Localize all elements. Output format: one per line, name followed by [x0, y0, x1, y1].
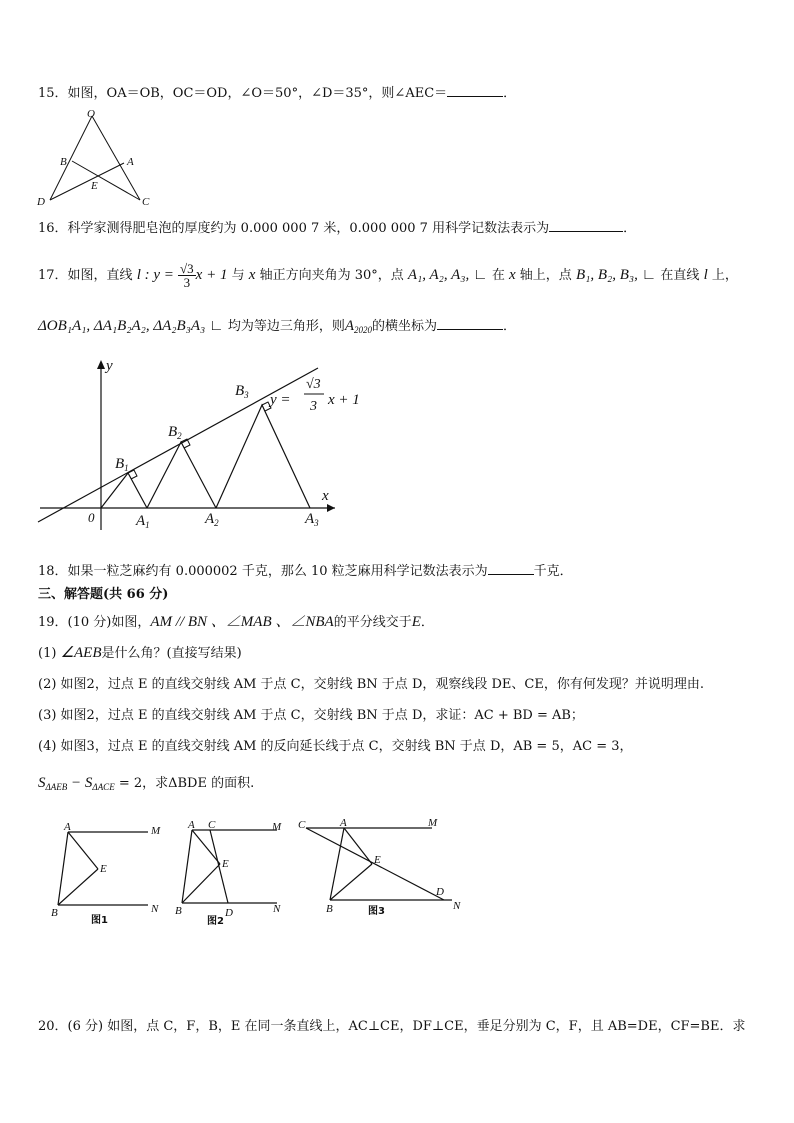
q15-label-O: O	[87, 108, 95, 120]
q17-frac-den: 3	[183, 275, 191, 290]
q17-text-c: 在	[491, 268, 505, 283]
fig3-label-N: N	[453, 900, 461, 912]
q15-label-A: A	[127, 156, 134, 168]
q17-line2-end: 的横坐标为	[372, 319, 438, 334]
q16-text	[38, 219, 636, 238]
fig2-label-N: N	[273, 903, 281, 915]
fig3-label-M: M	[428, 817, 438, 829]
q17-text-d: 轴上，点	[519, 268, 572, 283]
fig1-label-A: A	[64, 821, 71, 833]
q17-A2020-sub: 2020	[354, 325, 373, 335]
q17-graph-eq-num: √3	[306, 377, 321, 392]
q19-part2: (2) 如图2，过点 E 的直线交射线 AM 于点 C，交射线 BN 于点 D，观察线段 DE、CE，你有何发现？并说明理由.	[38, 677, 704, 692]
q19-figure-1	[48, 820, 178, 930]
q17-line2	[38, 317, 516, 339]
q19-p1-num: (1)	[38, 646, 57, 661]
fig2-label-E: E	[222, 858, 229, 870]
q19-intro-a: 19．(10 分)如图，	[38, 615, 151, 630]
q17-stem: 17．如图，直线	[38, 268, 133, 283]
q17-frac-num: √3	[180, 261, 194, 276]
q17-text-e: 在直线	[660, 268, 700, 283]
q17-B2-label: $B_2$	[168, 424, 182, 441]
q15-label-E: E	[91, 180, 98, 192]
fig3-caption: 图3	[368, 906, 385, 917]
q17-y-axis-label: y	[106, 358, 113, 374]
q17-text-f: 上，	[711, 268, 738, 283]
q19-p4-S1: S	[38, 775, 46, 791]
q19-part4: (4) 如图3，过点 E 的直线交射线 AM 的反向延长线于点 C，交射线 BN 于点 D，AB = 5，AC = 3，	[38, 739, 633, 754]
q17-origin-label: 0	[88, 510, 95, 525]
q17-eq-rhs: x + 1	[195, 267, 228, 283]
q17-triangles: ΔOB₁A₁, ΔA₁B₂A₂, ΔA₂B₃A₃ ∟	[38, 318, 224, 334]
q17-A3-label: $A_3$	[305, 511, 319, 528]
q17-graph-eq-rhs: x + 1	[328, 392, 360, 408]
fig1-label-B: B	[51, 907, 58, 919]
q17-A2-label: $A_2$	[205, 511, 219, 528]
q19-intro-math: AM // BN 、∠MAB 、∠NBA	[150, 614, 334, 630]
q17-answer-blank	[437, 317, 503, 330]
q19-intro-E: E	[411, 614, 421, 630]
q19-intro	[38, 613, 434, 632]
q17-eq-lhs: l : y =	[136, 267, 174, 283]
q17-points-A: A₁, A₂, A₃, ∟	[407, 267, 488, 283]
q18-text	[38, 562, 573, 581]
q15-label-B: B	[60, 156, 67, 168]
q16-answer-blank	[549, 219, 623, 232]
q17-text-a: 与	[231, 268, 245, 283]
q19-part1	[38, 644, 242, 663]
q17-fraction	[178, 262, 196, 289]
q17-B1-label: $B_1$	[115, 456, 129, 473]
fig1-label-E: E	[100, 863, 107, 875]
q15-label-C: C	[142, 196, 150, 208]
q15-answer-blank	[447, 84, 503, 97]
q15-label-D: D	[37, 196, 45, 208]
q19-intro-end: ．	[420, 615, 434, 630]
q17-line2-text: 均为等边三角形，则	[227, 319, 345, 334]
q19-p4-sub2: ΔACE	[92, 782, 115, 792]
fig2-caption: 图2	[207, 916, 224, 927]
section-3-heading: 三、解答题(共 66 分)	[38, 587, 169, 602]
fig2-label-A: A	[188, 819, 195, 831]
q19-figure-2	[172, 818, 297, 930]
fig3-label-C: C	[298, 819, 306, 831]
q17-x-axis-label: x	[322, 488, 329, 504]
fig2-label-M: M	[272, 821, 282, 833]
q19-p4-end: = 2，求ΔBDE 的面积.	[114, 776, 255, 791]
q17-A1-label: $A_1$	[136, 513, 150, 530]
fig1-caption: 图1	[91, 915, 108, 926]
q17-x-var-2: x	[508, 267, 516, 283]
q19-p4-sub1: ΔAEB	[45, 782, 68, 792]
q15-figure	[30, 105, 160, 210]
fig3-label-D: D	[436, 886, 444, 898]
fig2-label-D: D	[225, 907, 233, 919]
q18-unit: 千克．	[533, 564, 573, 579]
q17-A2020: A	[344, 318, 355, 334]
fig3-label-E: E	[374, 854, 381, 866]
q17-period: ．	[503, 319, 517, 334]
q19-figure-3	[294, 816, 474, 926]
q19-p1-math: ∠AEB	[60, 645, 102, 661]
q16-period: ．	[623, 221, 637, 236]
q18-answer-blank	[488, 562, 534, 575]
q17-graph-eq-den: 3	[310, 399, 317, 414]
q17-B3-label: $B_3$	[235, 383, 249, 400]
fig1-label-N: N	[151, 903, 159, 915]
q17-points-B: B₁, B₂, B₃, ∟	[575, 267, 657, 283]
q19-intro-b: 的平分线交于	[333, 615, 412, 630]
q17-l-var: l	[703, 267, 708, 283]
q17-graph-eq-lhs: y =	[270, 392, 291, 408]
fig3-label-A: A	[340, 817, 347, 829]
q15-stem: 15．如图，OA＝OB，OC＝OD，∠O＝50°，∠D＝35°，则∠AEC＝	[38, 86, 448, 101]
fig2-label-B: B	[175, 905, 182, 917]
q19-part4-line2	[38, 774, 254, 796]
q19-p4-S2: − S	[67, 775, 93, 791]
q17-graph	[30, 350, 380, 535]
q16-stem: 16．科学家测得肥皂泡的厚度约为 0.000 000 7 米，0.000 000 7 用科学记数法表示为	[38, 221, 550, 236]
q15-period: ．	[503, 86, 517, 101]
q17-x-var: x	[248, 267, 256, 283]
q19-part3: (3) 如图2，过点 E 的直线交射线 AM 于点 C，交射线 BN 于点 D，求证：AC + BD = AB；	[38, 708, 584, 723]
q15-text	[38, 84, 516, 103]
q18-stem: 18．如果一粒芝麻约有 0.000002 千克，那么 10 粒芝麻用科学记数法表示为	[38, 564, 488, 579]
fig2-label-C: C	[208, 819, 216, 831]
q17-text-b: 轴正方向夹角为 30°，点	[259, 268, 404, 283]
q19-p1-text: 是什么角？(直接写结果)	[101, 646, 242, 661]
q20-text: 20．(6 分) 如图，点 C，F，B，E 在同一条直线上，AC⊥CE，DF⊥CE，垂足分别为 C，F，且 AB=DE，CF=BE．求	[38, 1019, 746, 1034]
fig3-label-B: B	[326, 903, 333, 915]
q17-line1	[38, 262, 738, 289]
fig1-label-M: M	[151, 825, 161, 837]
